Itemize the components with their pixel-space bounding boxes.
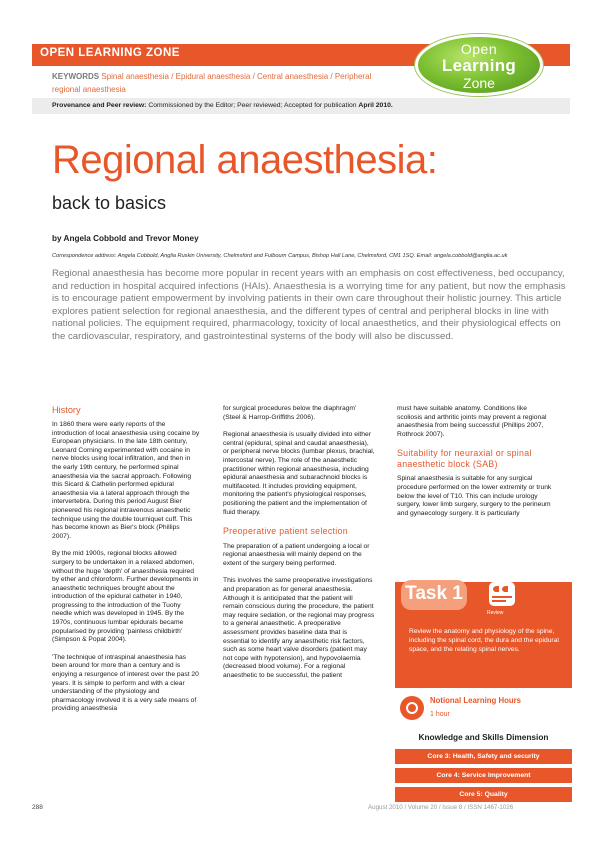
paragraph: This involves the same preoperative investigations and preparation as for general anaesthesia. Although it is anticipated that the patient will remain conscious during the procedure, the patient may require sedation, or the regional may progress to a general anaesthetic. A preoperative assessment provides baseline data that is essential to identify any anaesthetic risk factors, such as some heart valve disorders (patient may not cope with hypotension), and hypovolaemia (decreased blood volume). For a regional anaesthetic to be successful, the patient [223,577,375,679]
core-4-badge: Core 4: Service Improvement [395,768,572,783]
logo-line-3: Zone [463,75,495,91]
keywords [52,70,382,96]
column-1 [52,405,200,723]
paragraph: for surgical procedures below the diaphragm' (Steel & Harrop-Griffiths 2006). [223,405,357,421]
clock-icon [400,696,424,720]
notional-learning-hours-value: 1 hour [430,711,450,718]
article-title: Regional anaesthesia: [52,138,438,182]
paragraph: Spinal anaesthesia is suitable for any surgical procedure performed on the lower extremity or trunk below the level of T10. This can include urology surgery, lower limb surgery, surgery to the perineum and gynaecology surgery. It is particularly [397,475,552,517]
provenance-label: Provenance and Peer review: [52,102,147,109]
review-label: Review [487,610,504,616]
knowledge-skills-heading: Knowledge and Skills Dimension [418,732,549,742]
task-panel [395,582,572,807]
review-icon [489,582,515,606]
provenance-bar [32,98,570,114]
paragraph: In 1860 there were early reports of the introduction of local anaesthesia using cocaine by European physicians. In the late 18th century, Leonard Corning experimented with cocaine in nerve blocks using local infiltration, and then in the early 19th century, he performed spinal anaesthesia via the sacral approach. Following this Sicard & Cathelin performed epidural anaesthesia via a lateral approach through the intervertebra. During this period August Bier pioneered his regional intravenous anaesthetic technique using the double tourniquet cuff. This has become known as Bier's block (Phillips 2007). [52,421,200,540]
core-3-badge: Core 3: Health, Safety and security [395,749,572,764]
article-subtitle: back to basics [52,193,167,213]
preoperative-heading: Preoperative patient selection [223,526,348,537]
keywords-label: KEYWORDS [52,72,100,81]
column-2 [223,405,375,690]
core-5-badge: Core 5: Quality [395,787,572,802]
provenance-text: Commissioned by the Editor; Peer reviewed; Accepted for publication [148,102,357,109]
paragraph: By the mid 1900s, regional blocks allowed surgery to be undertaken in a relaxed abdomen, without the huge 'depth' of anaesthesia required by ether and chloroform. Further developments in anaesthetic techniques brought about the introduction of the epidural catheter in 1940, progressing to the introduction of the Tuohy needle which was developed in 1945. By the 1970s, continuous lumbar epidurals became popularised by providing 'painless childbirth' (Simpson & Popat 2004). [52,550,199,644]
keywords-terms: Spinal anaesthesia / Epidural anaesthesia / Central anaesthesia / Peripheral regional anaesthesia [52,72,372,94]
suitability-heading: Suitability for neuraxial or spinal anaesthetic block (SAB) [397,448,532,469]
byline: by Angela Cobbold and Trevor Money [52,234,199,243]
paragraph: 'The technique of intraspinal anaesthesia has been around for more than a century and is enjoying a resurgence of interest over the past 20 years. It is simple to perform and with a clear understanding of the physiology and pharmacology involved it is a very safe means of providing anaesthesia [52,653,199,713]
history-heading: History [52,405,81,415]
notional-learning-hours-label: Notional Learning Hours [430,696,521,705]
provenance-date: April 2010. [358,102,393,109]
section-banner-label: OPEN LEARNING ZONE [40,47,180,59]
page-number: 288 [32,804,43,811]
issue-info: August 2010 / Volume 20 / Issue 8 / ISSN 1467-1026 [368,804,514,811]
paragraph: Regional anaesthesia is usually divided into either central (epidural, spinal and caudal anaesthesia), or peripheral nerve blocks (lumbar plexus, brachial, intercostal nerve). The role of the anaesthetic practitioner within regional anaesthesia, including epidural anaesthesia and subarachnoid blocks is multifaceted. It includes providing equipment, monitoring the patient's physiological responses, positioning the patient and the implementation of fluid therapy. [223,431,375,516]
abstract: Regional anaesthesia has become more popular in recent years with an emphasis on cost effectiveness, bed occupancy, and reduction in hospital acquired infections (HAIs). Anaesthesia is a worrying time for any patient, but now the emphasis is to encourage patient empowerment by involving patients in their own care throughout their holistic journey. This article explores patient selection for regional anaesthesia, and the different types of central and peripheral blocks in line with national policies. The equipment required, pharmacology, toxicity of local anaesthetics, and their physiological effects on the cardiovascular, respiratory, and gastrointestinal systems of the body will also be discussed. [52,268,566,342]
column-3 [397,405,552,527]
paragraph: must have suitable anatomy. Conditions like scoliosis and arthritic joints may prevent a regional anaesthesia from being successful (Phillips 2007, Rothrock 2007). [397,405,547,438]
open-learning-zone-logo [415,34,543,96]
paragraph: The preparation of a patient undergoing a local or regional anaesthesia will mainly depend on the extent of the surgery being performed. [223,542,370,567]
correspondence-address: Correspondence address: Angela Cobbold, Anglia Ruskin University, Chelmsford and Fulbourn Campus, Bishop Hall Lane, Chelmsford, CM1 1SQ. Email: angela.cobbold@anglia.ac.uk [52,253,508,259]
task-label: Task 1 [401,580,467,610]
task-text: Review the anatomy and physiology of the spine, including the spinal cord, the dura and the epidural space, and the relating spinal nerves. [409,628,559,653]
logo-line-2: Learning [441,56,517,75]
logo-line-1: Open [460,41,498,57]
task-box [395,582,572,688]
